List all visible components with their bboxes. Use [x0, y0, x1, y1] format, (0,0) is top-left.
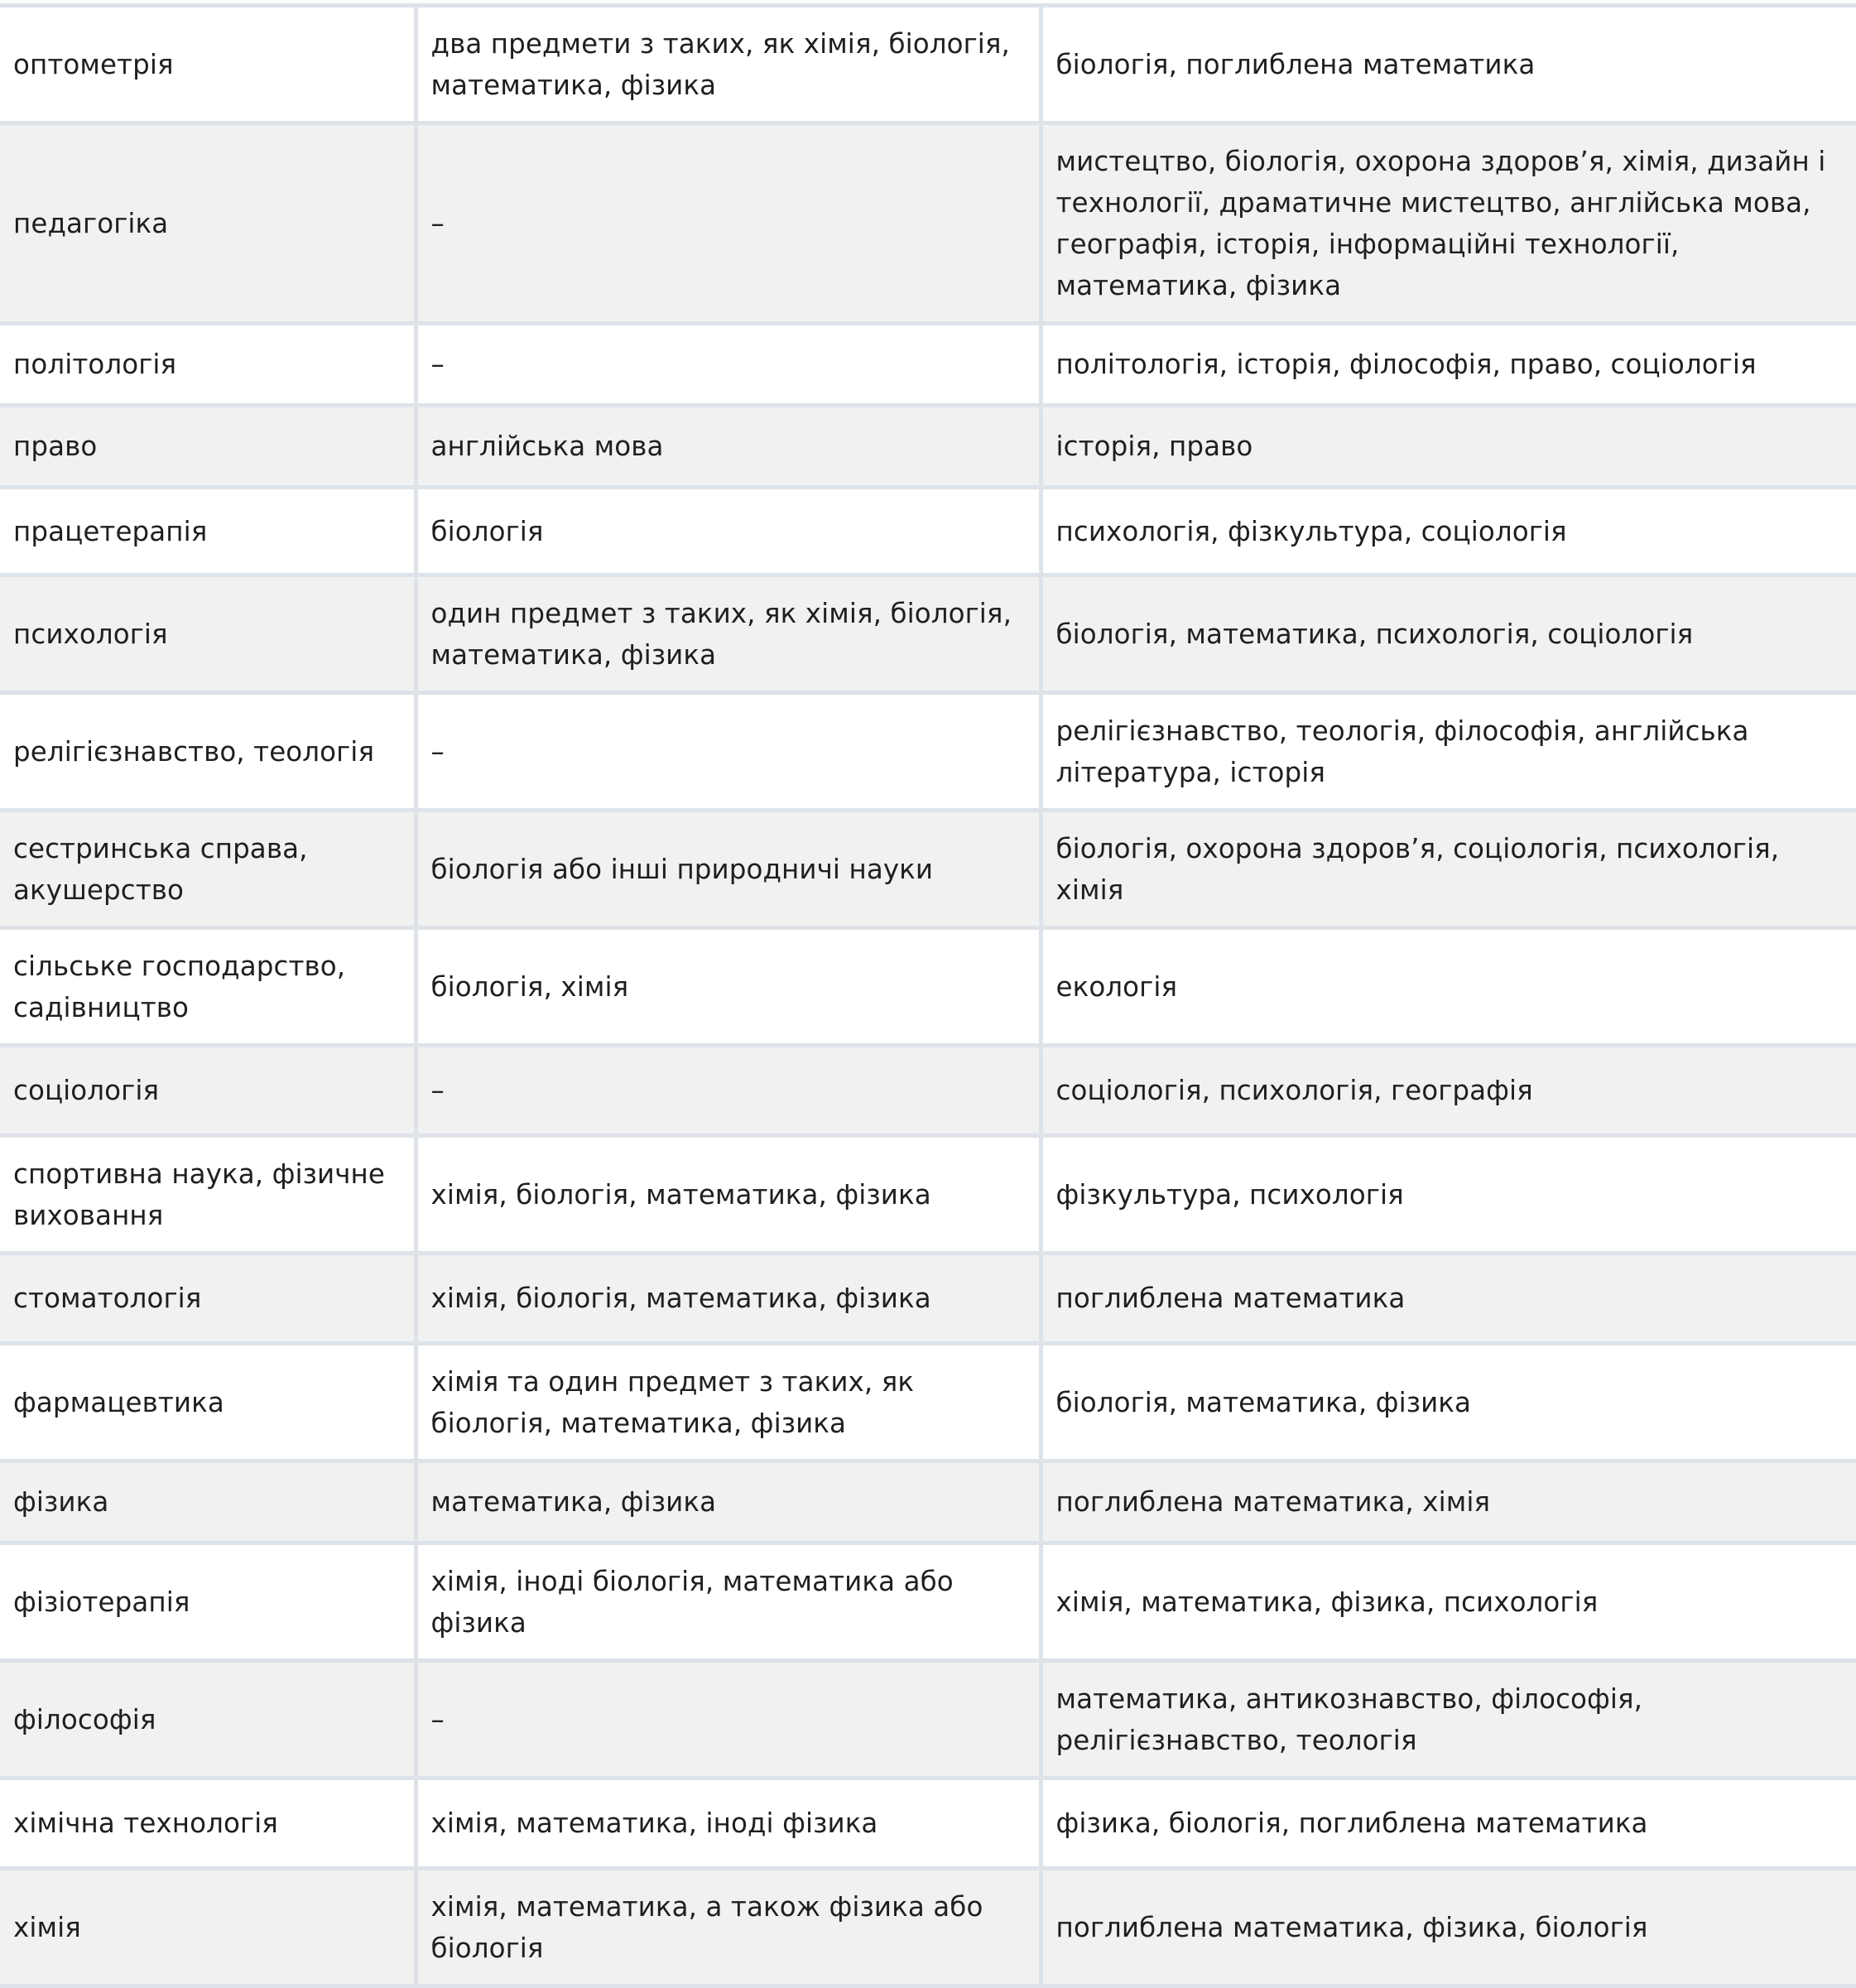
table-row — [0, 1461, 1856, 1543]
field-cell: хімічна технологія — [0, 1779, 416, 1869]
field-cell: оптометрія — [0, 6, 416, 123]
recommended-subjects-cell: біологія, математика, психологія, соціологія — [1041, 575, 1856, 693]
table-row — [0, 123, 1856, 324]
required-subjects-cell: – — [416, 1661, 1041, 1779]
field-cell: педагогіка — [0, 123, 416, 324]
field-cell: психологія — [0, 575, 416, 693]
table-row — [0, 488, 1856, 575]
recommended-subjects-cell: хімія, математика, фізика, психологія — [1041, 1543, 1856, 1661]
field-cell: хімія — [0, 1869, 416, 1986]
required-subjects-cell: – — [416, 1046, 1041, 1136]
required-subjects-cell: біологія або інші природничі науки — [416, 811, 1041, 928]
required-subjects-cell: хімія, біологія, математика, фізика — [416, 1254, 1041, 1344]
subjects-table — [0, 3, 1856, 1988]
recommended-subjects-cell: поглиблена математика, хімія — [1041, 1461, 1856, 1543]
required-subjects-cell: англійська мова — [416, 406, 1041, 488]
table-row — [0, 1543, 1856, 1661]
recommended-subjects-cell: біологія, математика, фізика — [1041, 1344, 1856, 1461]
table-row — [0, 1869, 1856, 1986]
table-row — [0, 324, 1856, 406]
recommended-subjects-cell: екологія — [1041, 928, 1856, 1046]
required-subjects-cell: – — [416, 693, 1041, 811]
required-subjects-cell: хімія та один предмет з таких, як біологія, математика, фізика — [416, 1344, 1041, 1461]
required-subjects-cell: два предмети з таких, як хімія, біологія, математика, фізика — [416, 6, 1041, 123]
table-row — [0, 406, 1856, 488]
table-row — [0, 1046, 1856, 1136]
recommended-subjects-cell: біологія, поглиблена математика — [1041, 6, 1856, 123]
required-subjects-cell: один предмет з таких, як хімія, біологія, математика, фізика — [416, 575, 1041, 693]
required-subjects-cell: хімія, математика, іноді фізика — [416, 1779, 1041, 1869]
recommended-subjects-cell: історія, право — [1041, 406, 1856, 488]
field-cell: працетерапія — [0, 488, 416, 575]
recommended-subjects-cell: фізкультура, психологія — [1041, 1136, 1856, 1254]
table-row — [0, 575, 1856, 693]
field-cell: право — [0, 406, 416, 488]
recommended-subjects-cell: біологія, охорона здоров’я, соціологія, психологія, хімія — [1041, 811, 1856, 928]
table-row — [0, 1136, 1856, 1254]
table-row — [0, 693, 1856, 811]
field-cell: соціологія — [0, 1046, 416, 1136]
required-subjects-cell: математика, фізика — [416, 1461, 1041, 1543]
required-subjects-cell: біологія, хімія — [416, 928, 1041, 1046]
required-subjects-cell: хімія, біологія, математика, фізика — [416, 1136, 1041, 1254]
table-row — [0, 928, 1856, 1046]
table-row — [0, 6, 1856, 123]
field-cell: стоматологія — [0, 1254, 416, 1344]
field-cell: релігієзнавство, теологія — [0, 693, 416, 811]
field-cell: фізика — [0, 1461, 416, 1543]
recommended-subjects-cell: соціологія, психологія, географія — [1041, 1046, 1856, 1136]
field-cell: фізіотерапія — [0, 1543, 416, 1661]
required-subjects-cell: – — [416, 324, 1041, 406]
field-cell: філософія — [0, 1661, 416, 1779]
page — [0, 3, 1856, 1988]
recommended-subjects-cell: релігієзнавство, теологія, філософія, англійська література, історія — [1041, 693, 1856, 811]
recommended-subjects-cell: фізика, біологія, поглиблена математика — [1041, 1779, 1856, 1869]
table-row — [0, 811, 1856, 928]
field-cell: фармацевтика — [0, 1344, 416, 1461]
table-row — [0, 1254, 1856, 1344]
recommended-subjects-cell: політологія, історія, філософія, право, соціологія — [1041, 324, 1856, 406]
field-cell: політологія — [0, 324, 416, 406]
recommended-subjects-cell: поглиблена математика — [1041, 1254, 1856, 1344]
recommended-subjects-cell: психологія, фізкультура, соціологія — [1041, 488, 1856, 575]
recommended-subjects-cell: мистецтво, біологія, охорона здоров’я, хімія, дизайн і технології, драматичне мистецтво, англійська мова, географія, історія, інформаційні технології, математика, фізика — [1041, 123, 1856, 324]
field-cell: сільське господарство, садівництво — [0, 928, 416, 1046]
table-row — [0, 1779, 1856, 1869]
required-subjects-cell: хімія, математика, а також фізика або біологія — [416, 1869, 1041, 1986]
required-subjects-cell: хімія, іноді біологія, математика або фізика — [416, 1543, 1041, 1661]
required-subjects-cell: – — [416, 123, 1041, 324]
field-cell: спортивна наука, фізичне виховання — [0, 1136, 416, 1254]
recommended-subjects-cell: поглиблена математика, фізика, біологія — [1041, 1869, 1856, 1986]
table-row — [0, 1661, 1856, 1779]
recommended-subjects-cell: математика, антикознавство, філософія, релігієзнавство, теологія — [1041, 1661, 1856, 1779]
field-cell: сестринська справа, акушерство — [0, 811, 416, 928]
required-subjects-cell: біологія — [416, 488, 1041, 575]
table-row — [0, 1344, 1856, 1461]
